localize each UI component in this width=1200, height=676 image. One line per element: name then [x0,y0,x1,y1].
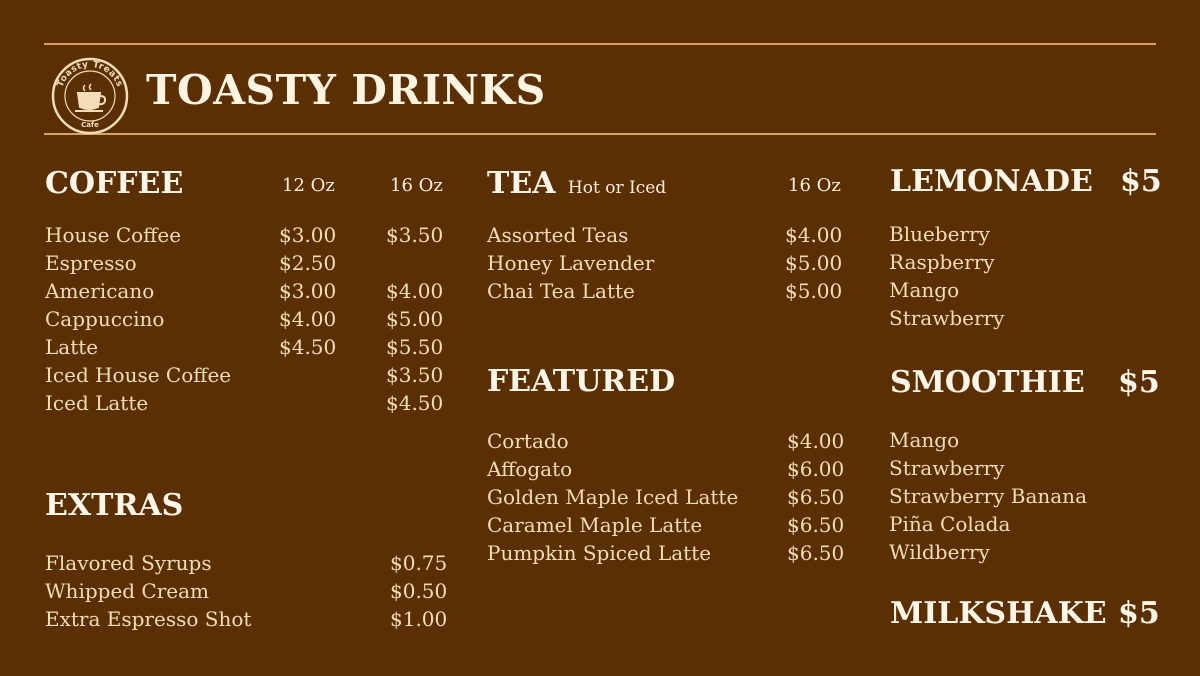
coffee-item-name: Iced House Coffee [45,363,232,387]
lemonade-flavor: Strawberry [889,306,1005,330]
tea-item-price: $4.00 [785,223,843,247]
tea-heading [487,166,666,206]
lemonade-heading: LEMONADE [890,164,1093,199]
smoothie-flavor: Strawberry [889,456,1005,480]
coffee-price-12oz: $4.00 [279,307,337,331]
tea-item-name: Assorted Teas [487,223,629,247]
logo-bottom-text: Cafe [81,121,99,129]
coffee-price-12oz: $3.00 [279,279,337,303]
coffee-price-16oz: $5.50 [386,335,444,359]
tea-item-price: $5.00 [785,279,843,303]
coffee-price-12oz: $3.00 [279,223,337,247]
coffee-price-16oz: $3.50 [386,223,444,247]
smoothie-flavor: Wildberry [889,540,990,564]
coffee-item-name: Latte [45,335,99,359]
coffee-heading: COFFEE [45,166,184,201]
featured-item-price: $6.00 [787,457,845,481]
top-divider [44,43,1156,45]
tea-item-name: Honey Lavender [487,251,655,275]
page-title: TOASTY DRINKS [146,66,546,114]
smoothie-flavor: Strawberry Banana [889,484,1087,508]
featured-heading: FEATURED [487,364,676,399]
coffee-price-16oz: $4.00 [386,279,444,303]
lemonade-flavor: Mango [889,278,960,302]
featured-item-name: Affogato [487,457,573,481]
milkshake-heading: MILKSHAKE [890,596,1107,631]
coffee-price-12oz: $4.50 [279,335,337,359]
tea-heading-label: TEA [487,166,556,201]
tea-subheading: Hot or Iced [567,178,667,198]
featured-item-price: $4.00 [787,429,845,453]
header-divider [44,133,1156,135]
extras-item-name: Extra Espresso Shot [45,607,252,631]
extras-item-price: $0.75 [390,551,448,575]
logo-ring-text: Toasty Treats [55,59,125,89]
extras-heading: EXTRAS [45,488,184,523]
featured-item-name: Pumpkin Spiced Latte [487,541,712,565]
lemonade-flavor: Blueberry [889,222,990,246]
featured-item-price: $6.50 [787,541,845,565]
featured-item-price: $6.50 [787,485,845,509]
extras-item-price: $1.00 [390,607,448,631]
tea-item-price: $5.00 [785,251,843,275]
lemonade-flavor: Raspberry [889,250,995,274]
coffee-price-12oz: $2.50 [279,251,337,275]
featured-item-name: Golden Maple Iced Latte [487,485,739,509]
coffee-item-name: House Coffee [45,223,182,247]
cafe-logo [51,57,129,135]
extras-item-price: $0.50 [390,579,448,603]
smoothie-price: $5 [1118,365,1160,400]
coffee-item-name: Cappuccino [45,307,165,331]
coffee-price-16oz: $3.50 [386,363,444,387]
smoothie-flavor: Mango [889,428,960,452]
coffee-cup-icon [75,84,105,111]
coffee-price-16oz: $5.00 [386,307,444,331]
smoothie-heading: SMOOTHIE [890,365,1085,400]
smoothie-flavor: Piña Colada [889,512,1011,536]
coffee-col-12oz: 12 Oz [282,175,335,196]
coffee-item-name: Espresso [45,251,137,275]
coffee-col-16oz: 16 Oz [390,175,443,196]
featured-item-name: Cortado [487,429,569,453]
lemonade-price: $5 [1120,164,1162,199]
tea-col-16oz: 16 Oz [788,175,841,196]
extras-item-name: Whipped Cream [45,579,210,603]
extras-item-name: Flavored Syrups [45,551,212,575]
coffee-item-name: Americano [45,279,155,303]
milkshake-price: $5 [1118,596,1160,631]
featured-item-name: Caramel Maple Latte [487,513,703,537]
coffee-price-16oz: $4.50 [386,391,444,415]
featured-item-price: $6.50 [787,513,845,537]
coffee-item-name: Iced Latte [45,391,149,415]
tea-item-name: Chai Tea Latte [487,279,635,303]
